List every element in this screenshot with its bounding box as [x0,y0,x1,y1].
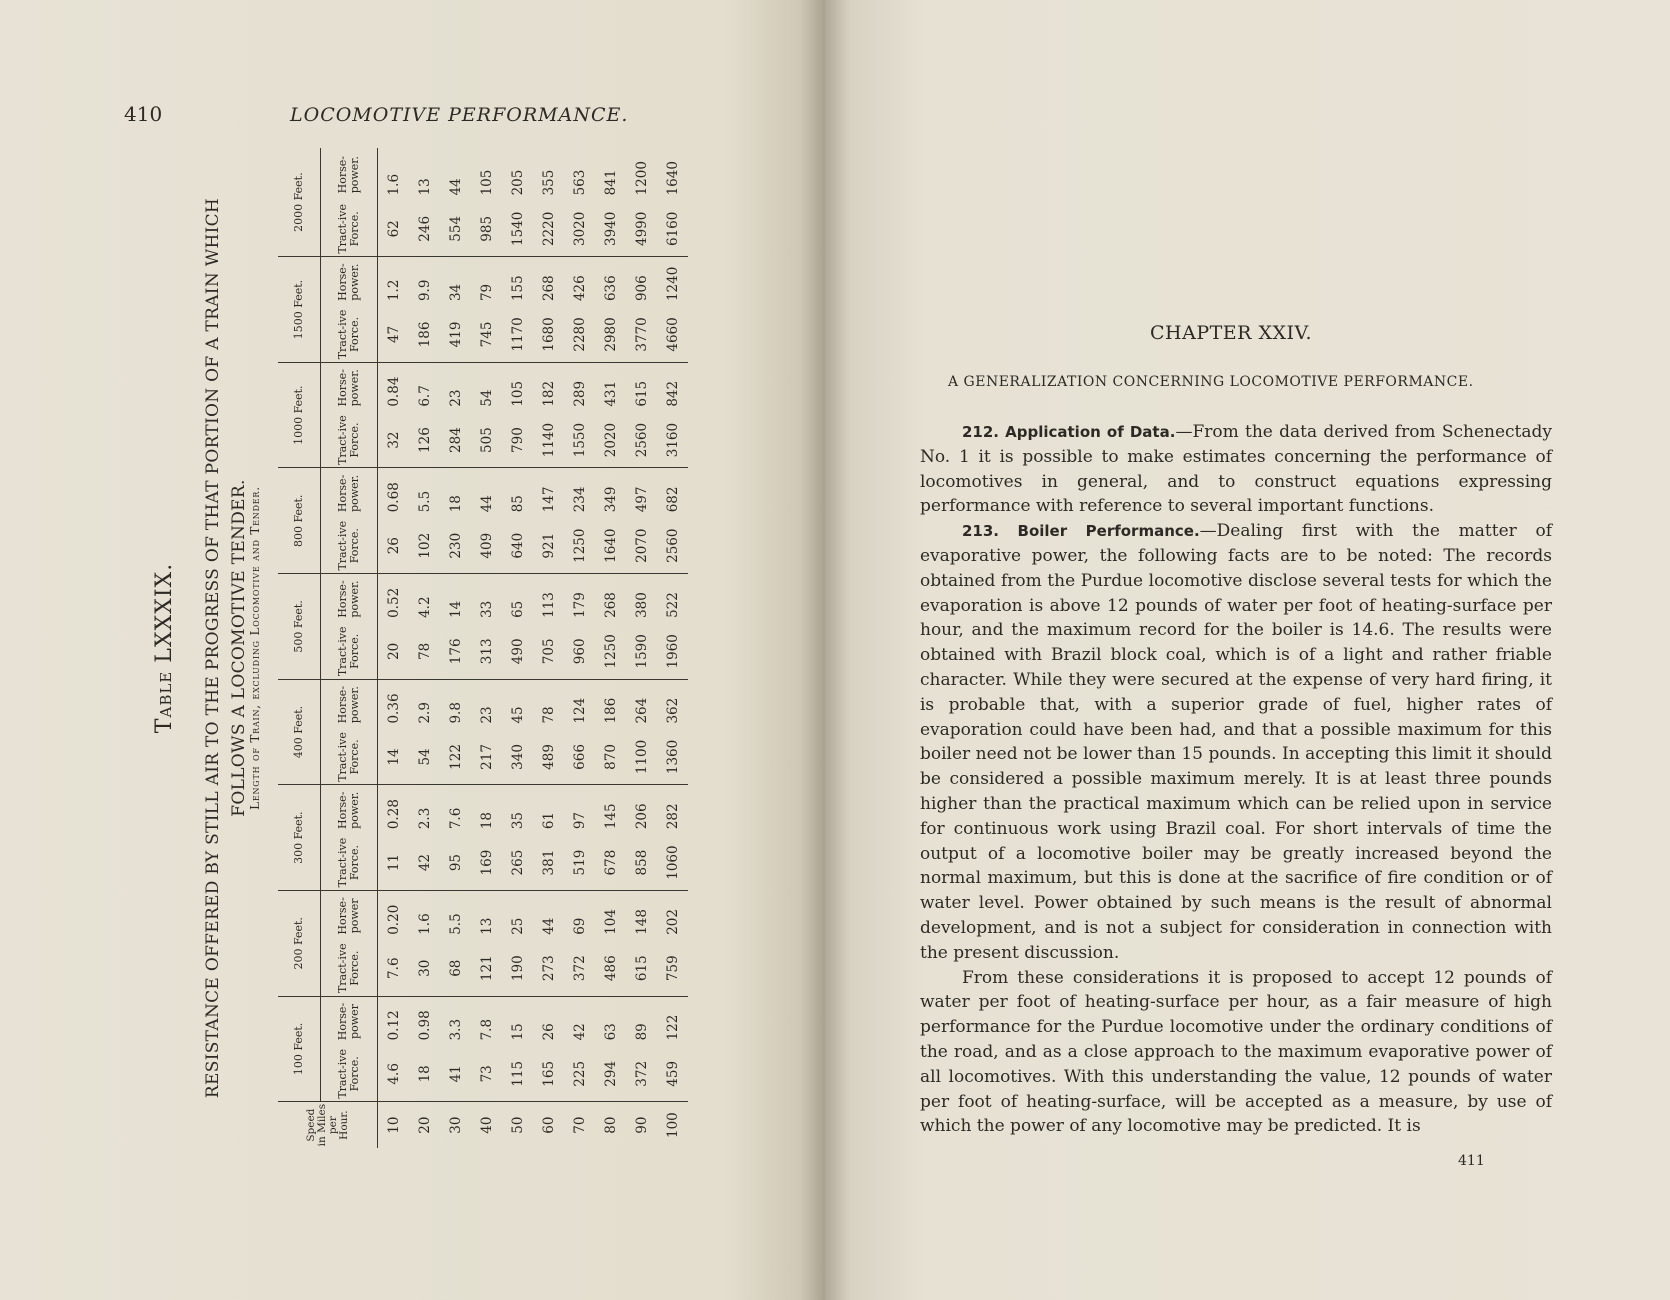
horsepower-cell: 147 [533,468,564,518]
horsepower-cell: 636 [595,257,626,307]
tractive-force-cell: 372 [633,1060,650,1087]
sub-header: Tract-ive Force. [321,518,378,573]
horsepower-cell: 2.9 [409,679,440,729]
tractive-force-cell: 265 [509,849,526,876]
sub-header: Horse-power. [321,574,378,624]
tractive-force-cell: 225 [571,1060,588,1087]
horsepower-cell: 33 [471,574,502,624]
speed-cell: 100 [657,1102,688,1148]
tractive-force-cell: 73 [478,1065,495,1083]
horsepower-cell: 362 [657,679,688,729]
table-row [626,148,657,1148]
horsepower-cell: 85 [502,468,533,518]
train-length-label: Length of Train, excluding Locomotive and Tender. [248,486,262,810]
horsepower-cell: 6.7 [409,362,440,412]
paragraph-text: —Dealing first with the matter of evaporative power, the following facts are to be noted: The records obtained from the Purdue locomotive disclose several tests for which the evaporation is above 12 pounds of water per foot of heating-surface per hour, and the maximum record for the boiler is 14.6. The results were obtained with Brazil block coal, which is of a light and rather friable character. While they were secured at the expense of very hard firing, it is probable that, with a superior grade of fuel, higher rates of evaporation could have been had, and that a possible maximum for this boiler need not be lower than 15 pounds. In accepting this limit it should be considered a possible maximum merely. It is at least three pounds higher than the practical maximum which can be relied upon in service for continuous work using Brazil coal. For short intervals of time the output of a locomotive boiler may be greatly increased beyond the normal maximum, but this is done at the sacrifice of fire condition or of water level. Power obtained by such means is the result of abnormal development, and is not a subject for consideration in connection with the present discussion. [920,521,1552,963]
speed-cell: 60 [533,1102,564,1148]
tractive-force-cell: 190 [509,955,526,982]
tractive-force-cell: 2560 [633,422,650,458]
horsepower-cell: 615 [626,362,657,412]
horsepower-cell: 69 [564,890,595,940]
horsepower-cell: 7.8 [471,996,502,1046]
chapter-heading: CHAPTER XXIV. [1150,322,1312,344]
horsepower-cell: 105 [502,362,533,412]
speed-cell: 30 [440,1102,471,1148]
horsepower-cell: 23 [440,362,471,412]
tractive-force-cell: 3940 [602,211,619,246]
tractive-force-cell: 705 [540,638,557,665]
table-row [533,148,564,1148]
group-header: 500 Feet. [278,574,321,680]
horsepower-cell: 61 [533,785,564,835]
tractive-force-cell: 678 [602,849,619,876]
horsepower-cell: 63 [595,996,626,1046]
tractive-force-cell: 2020 [602,422,619,458]
speed-cell: 80 [595,1102,626,1148]
tractive-force-cell: 519 [571,849,588,876]
tractive-force-cell: 30 [416,959,433,977]
horsepower-cell: 841 [602,169,619,196]
table-caption-line: RESISTANCE OFFERED BY STILL AIR TO THE PROGRESS OF THAT PORTION OF A TRAIN WHICH [203,197,223,1099]
tractive-force-cell: 95 [447,853,464,872]
speed-cell: 90 [626,1102,657,1148]
tractive-force-cell: 2280 [571,317,588,352]
tractive-force-cell: 1170 [509,317,526,352]
horsepower-cell: 906 [626,257,657,307]
horsepower-cell: 355 [540,169,557,196]
table-row [564,148,595,1148]
horsepower-cell: 18 [440,468,471,518]
tractive-force-cell: 459 [664,1060,681,1087]
horsepower-cell: 1240 [657,257,688,307]
horsepower-cell: 104 [595,890,626,940]
tractive-force-cell: 409 [478,532,495,559]
horsepower-cell: 9.8 [440,679,471,729]
group-header-row [278,148,321,1148]
tractive-force-cell: 759 [664,955,681,982]
speed-cell: 10 [378,1102,410,1148]
tractive-force-cell: 1680 [540,317,557,352]
horsepower-cell: 5.5 [409,468,440,518]
horsepower-cell: 1.6 [385,173,402,196]
horsepower-cell: 1640 [664,161,681,196]
sub-header: Tract-ive Force. [321,1046,378,1101]
tractive-force-cell: 1960 [664,634,681,669]
group-header: 800 Feet. [278,468,321,574]
table-body [378,148,689,1148]
sub-header: Tract-ive Force. [321,413,378,468]
horsepower-cell: 563 [571,169,588,196]
horsepower-cell: 13 [471,890,502,940]
tractive-force-cell: 284 [447,427,464,453]
horsepower-cell: 234 [564,468,595,518]
left-page [0,0,825,1300]
horsepower-cell: 97 [564,785,595,835]
sub-header: Tract-ive Force. [321,624,378,679]
tractive-force-cell: 122 [447,744,464,770]
group-header: 2000 Feet. [278,148,321,257]
tractive-force-cell: 790 [509,427,526,453]
tractive-force-cell: 294 [602,1060,619,1087]
sub-header-row [321,148,378,1148]
tractive-force-cell: 1250 [571,528,588,563]
horsepower-cell: 182 [533,362,564,412]
table-caption-line: FOLLOWS A LOCOMOTIVE TENDER. [229,479,249,817]
tractive-force-cell: 666 [571,744,588,770]
tractive-force-cell: 42 [416,853,433,872]
speed-cell: 70 [564,1102,595,1148]
tractive-force-cell: 381 [540,849,557,876]
horsepower-cell: 23 [471,679,502,729]
sub-header: Tract-ive Force. [321,730,378,785]
tractive-force-cell: 11 [385,853,402,872]
tractive-force-cell: 4.6 [385,1063,402,1085]
tractive-force-cell: 340 [509,744,526,770]
tractive-force-cell: 490 [509,638,526,665]
group-header: 1000 Feet. [278,362,321,468]
tractive-force-cell: 3770 [633,317,650,352]
tractive-force-cell: 7.6 [385,957,402,979]
table-row [409,148,440,1148]
tractive-force-cell: 486 [602,955,619,982]
tractive-force-cell: 47 [385,325,402,344]
horsepower-cell: 842 [657,362,688,412]
horsepower-cell: 268 [595,574,626,624]
horsepower-cell: 186 [595,679,626,729]
horsepower-cell: 0.28 [378,785,410,835]
horsepower-cell: 3.3 [440,996,471,1046]
horsepower-cell: 282 [657,785,688,835]
horsepower-cell: 206 [626,785,657,835]
table-row [595,148,626,1148]
horsepower-cell: 0.36 [378,679,410,729]
group-header: 300 Feet. [278,785,321,891]
tractive-force-cell: 1250 [602,634,619,669]
horsepower-cell: 1.6 [409,890,440,940]
horsepower-cell: 44 [533,890,564,940]
sub-header: Tract-ive Force. [321,941,378,996]
horsepower-cell: 44 [471,468,502,518]
section-title: A GENERALIZATION CONCERNING LOCOMOTIVE PERFORMANCE. [948,374,1474,390]
tractive-force-cell: 217 [478,744,495,770]
tractive-force-cell: 126 [416,427,433,453]
horsepower-cell: 155 [502,257,533,307]
horsepower-cell: 113 [533,574,564,624]
horsepower-cell: 124 [564,679,595,729]
running-head: LOCOMOTIVE PERFORMANCE. [290,104,629,126]
tractive-force-cell: 985 [478,215,495,242]
horsepower-cell: 25 [502,890,533,940]
sub-header: Horse-power [321,890,378,940]
horsepower-cell: 497 [626,468,657,518]
tractive-force-cell: 273 [540,955,557,982]
group-header: 400 Feet. [278,679,321,785]
right-page-number: 411 [1458,1153,1485,1169]
speed-cell: 20 [409,1102,440,1148]
horsepower-cell: 202 [657,890,688,940]
tractive-force-cell: 615 [633,955,650,982]
horsepower-cell: 349 [595,468,626,518]
horsepower-cell: 0.98 [409,996,440,1046]
horsepower-cell: 89 [626,996,657,1046]
group-header: 100 Feet. [278,996,321,1102]
horsepower-cell: 431 [595,362,626,412]
horsepower-cell: 0.68 [378,468,410,518]
tractive-force-cell: 489 [540,744,557,770]
table-title: Table LXXXIX. [152,562,177,734]
tractive-force-cell: 165 [540,1060,557,1087]
horsepower-cell: 4.2 [409,574,440,624]
table-row [440,148,471,1148]
horsepower-cell: 205 [509,169,526,196]
tractive-force-cell: 14 [385,748,402,766]
tractive-force-cell: 246 [416,215,433,242]
horsepower-cell: 79 [471,257,502,307]
tractive-force-cell: 1540 [509,211,526,246]
left-page-number: 410 [124,102,163,126]
tractive-force-cell: 68 [447,959,464,977]
tractive-force-cell: 745 [478,321,495,348]
paragraph-text: —From the data derived from Schenectady No. 1 it is possible to make estimates concerning the performance of locomotives in general, and to construct equations expressing performance with reference to several important functions. [920,422,1553,517]
horsepower-cell: 179 [564,574,595,624]
tractive-force-cell: 1100 [633,739,650,775]
tractive-force-cell: 1640 [602,528,619,563]
horsepower-cell: 145 [595,785,626,835]
sub-header: Horse-power. [321,148,378,201]
table-caption [200,148,252,1148]
horsepower-cell: 7.6 [440,785,471,835]
horsepower-cell: 2.3 [409,785,440,835]
tractive-force-cell: 313 [478,638,495,665]
table-row [378,148,410,1148]
horsepower-cell: 264 [626,679,657,729]
table-row [502,148,533,1148]
sub-header: Horse-power. [321,679,378,729]
tractive-force-cell: 176 [447,638,464,665]
horsepower-cell: 13 [416,178,433,196]
speed-cell: 40 [471,1102,502,1148]
paragraph-text: From these considerations it is proposed to accept 12 pounds of water per foot of heating-surface per hour, as a fair measure of high performance for the Purdue locomotive under the ordinary conditions of the road, and as a close approach to the maximum evaporative power of all locomotives. With this understanding the value, 12 pounds of water per foot of heating-surface, will be accepted as a measure, by use of which the power of any locomotive may be predicted. It is [920,967,1552,1137]
tractive-force-cell: 921 [540,532,557,559]
tractive-force-cell: 640 [509,532,526,559]
paragraph [920,519,1552,965]
horsepower-cell: 26 [533,996,564,1046]
horsepower-cell: 45 [502,679,533,729]
tractive-force-cell: 2560 [664,528,681,563]
tractive-force-cell: 4660 [664,317,681,352]
horsepower-cell: 14 [440,574,471,624]
tractive-force-cell: 3020 [571,211,588,246]
sub-header: Tract-ive Force. [321,307,378,362]
horsepower-cell: 289 [564,362,595,412]
horsepower-cell: 78 [533,679,564,729]
tractive-force-cell: 419 [447,321,464,348]
tractive-force-cell: 2220 [540,211,557,246]
section-heading: 212. Application of Data. [962,423,1176,441]
horsepower-cell: 42 [564,996,595,1046]
horsepower-cell: 426 [564,257,595,307]
tractive-force-cell: 54 [416,748,433,766]
tractive-force-cell: 78 [416,642,433,660]
tractive-force-cell: 1360 [664,739,681,775]
sub-header: Horse-power. [321,785,378,835]
tractive-force-cell: 230 [447,532,464,559]
speed-cell: 50 [502,1102,533,1148]
paragraph [920,420,1552,519]
tractive-force-cell: 1590 [633,634,650,669]
horsepower-cell: 0.12 [378,996,410,1046]
horsepower-cell: 0.84 [378,362,410,412]
body-text [920,420,1552,1139]
horsepower-cell: 9.9 [409,257,440,307]
horsepower-cell: 35 [502,785,533,835]
sub-header: Horse-power. [321,362,378,412]
tractive-force-cell: 858 [633,849,650,876]
resistance-table [278,148,688,1148]
sub-header: Horse-power. [321,468,378,518]
tractive-force-cell: 102 [416,532,433,559]
horsepower-cell: 34 [440,257,471,307]
horsepower-cell: 522 [657,574,688,624]
tractive-force-cell: 2980 [602,317,619,352]
tractive-force-cell: 960 [571,638,588,665]
horsepower-cell: 105 [478,169,495,196]
sub-header: Tract-ive Force. [321,201,378,256]
tractive-force-cell: 121 [478,955,495,982]
horsepower-cell: 44 [447,178,464,196]
horsepower-cell: 1200 [633,161,650,196]
horsepower-cell: 682 [657,468,688,518]
tractive-force-cell: 186 [416,321,433,348]
horsepower-cell: 54 [471,362,502,412]
tractive-force-cell: 1060 [664,845,681,880]
paragraph [920,966,1552,1140]
table-container [278,148,688,1148]
section-heading: 213. Boiler Performance. [962,522,1200,541]
sub-header: Tract-ive Force. [321,835,378,890]
tractive-force-cell: 62 [385,220,402,238]
horsepower-cell: 18 [471,785,502,835]
table-row [657,148,688,1148]
horsepower-cell: 5.5 [440,890,471,940]
group-header: 200 Feet. [278,890,321,996]
rotated-table-block [140,148,730,1148]
horsepower-cell: 380 [626,574,657,624]
tractive-force-cell: 20 [385,642,402,660]
group-header: 1500 Feet. [278,257,321,363]
tractive-force-cell: 1140 [540,422,557,458]
tractive-force-cell: 115 [509,1060,526,1087]
tractive-force-cell: 6160 [664,211,681,246]
horsepower-cell: 1.2 [378,257,410,307]
tractive-force-cell: 3160 [664,422,681,458]
horsepower-cell: 15 [502,996,533,1046]
tractive-force-cell: 2070 [633,528,650,563]
tractive-force-cell: 18 [416,1065,433,1083]
tractive-force-cell: 505 [478,427,495,453]
horsepower-cell: 0.52 [378,574,410,624]
sub-header: Horse-power. [321,257,378,307]
tractive-force-cell: 372 [571,955,588,982]
tractive-force-cell: 870 [602,744,619,770]
tractive-force-cell: 4990 [633,211,650,246]
tractive-force-cell: 26 [385,537,402,555]
horsepower-cell: 0.20 [378,890,410,940]
speed-column-header: Speed in Miles per Hour. [278,1102,378,1148]
horsepower-cell: 148 [626,890,657,940]
tractive-force-cell: 554 [447,215,464,242]
tractive-force-cell: 41 [447,1065,464,1083]
horsepower-cell: 122 [657,996,688,1046]
tractive-force-cell: 169 [478,849,495,876]
horsepower-cell: 65 [502,574,533,624]
horsepower-cell: 268 [533,257,564,307]
tractive-force-cell: 32 [385,431,402,449]
sub-header: Horse-power [321,996,378,1046]
tractive-force-cell: 1550 [571,422,588,458]
table-row [471,148,502,1148]
